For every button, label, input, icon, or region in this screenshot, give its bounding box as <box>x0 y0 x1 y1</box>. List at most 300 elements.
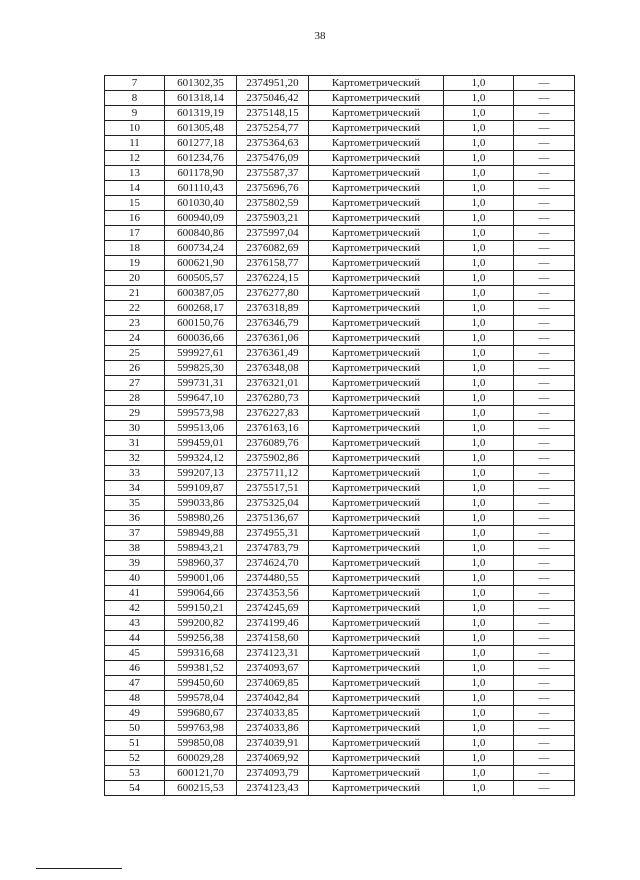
method-cell: Картометрический <box>309 76 444 91</box>
table-row <box>105 256 575 271</box>
note-cell: — <box>514 721 575 736</box>
method-cell: Картометрический <box>309 451 444 466</box>
accuracy-cell: 1,0 <box>444 241 514 256</box>
y-coordinate-cell: 2375997,04 <box>237 226 309 241</box>
point-number-cell: 17 <box>105 226 165 241</box>
point-number-cell: 12 <box>105 151 165 166</box>
note-cell: — <box>514 151 575 166</box>
point-number-cell: 34 <box>105 481 165 496</box>
accuracy-cell: 1,0 <box>444 571 514 586</box>
y-coordinate-cell: 2376346,79 <box>237 316 309 331</box>
accuracy-cell: 1,0 <box>444 631 514 646</box>
note-cell: — <box>514 136 575 151</box>
y-coordinate-cell: 2374480,55 <box>237 571 309 586</box>
y-coordinate-cell: 2375136,67 <box>237 511 309 526</box>
x-coordinate-cell: 599825,30 <box>165 361 237 376</box>
point-number-cell: 11 <box>105 136 165 151</box>
y-coordinate-cell: 2376280,73 <box>237 391 309 406</box>
table-row <box>105 466 575 481</box>
method-cell: Картометрический <box>309 181 444 196</box>
accuracy-cell: 1,0 <box>444 736 514 751</box>
accuracy-cell: 1,0 <box>444 466 514 481</box>
method-cell: Картометрический <box>309 151 444 166</box>
y-coordinate-cell: 2374039,91 <box>237 736 309 751</box>
accuracy-cell: 1,0 <box>444 346 514 361</box>
y-coordinate-cell: 2374245,69 <box>237 601 309 616</box>
note-cell: — <box>514 91 575 106</box>
note-cell: — <box>514 616 575 631</box>
page-number: 38 <box>314 30 326 42</box>
note-cell: — <box>514 631 575 646</box>
x-coordinate-cell: 601030,40 <box>165 196 237 211</box>
table-row <box>105 226 575 241</box>
y-coordinate-cell: 2374955,31 <box>237 526 309 541</box>
point-number-cell: 53 <box>105 766 165 781</box>
table-row <box>105 706 575 721</box>
method-cell: Картометрический <box>309 376 444 391</box>
method-cell: Картометрический <box>309 481 444 496</box>
x-coordinate-cell: 600150,76 <box>165 316 237 331</box>
y-coordinate-cell: 2376089,76 <box>237 436 309 451</box>
x-coordinate-cell: 599200,82 <box>165 616 237 631</box>
accuracy-cell: 1,0 <box>444 376 514 391</box>
note-cell: — <box>514 526 575 541</box>
note-cell: — <box>514 241 575 256</box>
method-cell: Картометрический <box>309 226 444 241</box>
table-row <box>105 301 575 316</box>
table-row <box>105 541 575 556</box>
y-coordinate-cell: 2374158,60 <box>237 631 309 646</box>
accuracy-cell: 1,0 <box>444 556 514 571</box>
x-coordinate-cell: 599459,01 <box>165 436 237 451</box>
note-cell: — <box>514 496 575 511</box>
accuracy-cell: 1,0 <box>444 691 514 706</box>
point-number-cell: 42 <box>105 601 165 616</box>
accuracy-cell: 1,0 <box>444 406 514 421</box>
accuracy-cell: 1,0 <box>444 601 514 616</box>
method-cell: Картометрический <box>309 691 444 706</box>
point-number-cell: 25 <box>105 346 165 361</box>
y-coordinate-cell: 2375364,63 <box>237 136 309 151</box>
note-cell: — <box>514 196 575 211</box>
x-coordinate-cell: 599381,52 <box>165 661 237 676</box>
method-cell: Картометрический <box>309 316 444 331</box>
point-number-cell: 49 <box>105 706 165 721</box>
table-row <box>105 196 575 211</box>
method-cell: Картометрический <box>309 556 444 571</box>
method-cell: Картометрический <box>309 361 444 376</box>
method-cell: Картометрический <box>309 601 444 616</box>
note-cell: — <box>514 751 575 766</box>
point-number-cell: 32 <box>105 451 165 466</box>
x-coordinate-cell: 599033,86 <box>165 496 237 511</box>
note-cell: — <box>514 106 575 121</box>
y-coordinate-cell: 2376361,49 <box>237 346 309 361</box>
x-coordinate-cell: 600387,05 <box>165 286 237 301</box>
point-number-cell: 24 <box>105 331 165 346</box>
method-cell: Картометрический <box>309 106 444 121</box>
x-coordinate-cell: 601277,18 <box>165 136 237 151</box>
point-number-cell: 10 <box>105 121 165 136</box>
accuracy-cell: 1,0 <box>444 76 514 91</box>
note-cell: — <box>514 211 575 226</box>
accuracy-cell: 1,0 <box>444 751 514 766</box>
accuracy-cell: 1,0 <box>444 766 514 781</box>
method-cell: Картометрический <box>309 661 444 676</box>
method-cell: Картометрический <box>309 436 444 451</box>
note-cell: — <box>514 166 575 181</box>
y-coordinate-cell: 2375517,51 <box>237 481 309 496</box>
point-number-cell: 31 <box>105 436 165 451</box>
point-number-cell: 23 <box>105 316 165 331</box>
accuracy-cell: 1,0 <box>444 481 514 496</box>
note-cell: — <box>514 421 575 436</box>
point-number-cell: 28 <box>105 391 165 406</box>
accuracy-cell: 1,0 <box>444 91 514 106</box>
point-number-cell: 15 <box>105 196 165 211</box>
coordinates-table <box>104 75 575 796</box>
note-cell: — <box>514 481 575 496</box>
table-row <box>105 241 575 256</box>
table-row <box>105 376 575 391</box>
method-cell: Картометрический <box>309 571 444 586</box>
x-coordinate-cell: 599578,04 <box>165 691 237 706</box>
note-cell: — <box>514 571 575 586</box>
table-row <box>105 331 575 346</box>
note-cell: — <box>514 676 575 691</box>
method-cell: Картометрический <box>309 631 444 646</box>
x-coordinate-cell: 599450,60 <box>165 676 237 691</box>
accuracy-cell: 1,0 <box>444 451 514 466</box>
x-coordinate-cell: 600734,24 <box>165 241 237 256</box>
point-number-cell: 13 <box>105 166 165 181</box>
x-coordinate-cell: 600940,09 <box>165 211 237 226</box>
method-cell: Картометрический <box>309 136 444 151</box>
x-coordinate-cell: 601319,19 <box>165 106 237 121</box>
accuracy-cell: 1,0 <box>444 706 514 721</box>
point-number-cell: 45 <box>105 646 165 661</box>
x-coordinate-cell: 599731,31 <box>165 376 237 391</box>
y-coordinate-cell: 2375711,12 <box>237 466 309 481</box>
coordinates-table-body <box>105 76 575 796</box>
accuracy-cell: 1,0 <box>444 526 514 541</box>
x-coordinate-cell: 599647,10 <box>165 391 237 406</box>
y-coordinate-cell: 2375254,77 <box>237 121 309 136</box>
table-row <box>105 511 575 526</box>
method-cell: Картометрический <box>309 466 444 481</box>
accuracy-cell: 1,0 <box>444 301 514 316</box>
point-number-cell: 20 <box>105 271 165 286</box>
note-cell: — <box>514 661 575 676</box>
x-coordinate-cell: 599324,12 <box>165 451 237 466</box>
footnote-rule <box>36 868 122 869</box>
x-coordinate-cell: 599573,98 <box>165 406 237 421</box>
point-number-cell: 22 <box>105 301 165 316</box>
note-cell: — <box>514 76 575 91</box>
note-cell: — <box>514 271 575 286</box>
y-coordinate-cell: 2375696,76 <box>237 181 309 196</box>
table-row <box>105 181 575 196</box>
table-row <box>105 406 575 421</box>
table-row <box>105 451 575 466</box>
accuracy-cell: 1,0 <box>444 196 514 211</box>
table-row <box>105 751 575 766</box>
y-coordinate-cell: 2376158,77 <box>237 256 309 271</box>
point-number-cell: 9 <box>105 106 165 121</box>
point-number-cell: 8 <box>105 91 165 106</box>
method-cell: Картометрический <box>309 736 444 751</box>
y-coordinate-cell: 2374123,43 <box>237 781 309 796</box>
note-cell: — <box>514 766 575 781</box>
method-cell: Картометрический <box>309 706 444 721</box>
point-number-cell: 21 <box>105 286 165 301</box>
note-cell: — <box>514 226 575 241</box>
point-number-cell: 35 <box>105 496 165 511</box>
y-coordinate-cell: 2376348,08 <box>237 361 309 376</box>
y-coordinate-cell: 2374069,92 <box>237 751 309 766</box>
table-row <box>105 631 575 646</box>
table-row <box>105 106 575 121</box>
point-number-cell: 18 <box>105 241 165 256</box>
x-coordinate-cell: 600268,17 <box>165 301 237 316</box>
table-row <box>105 676 575 691</box>
method-cell: Картометрический <box>309 676 444 691</box>
x-coordinate-cell: 600621,90 <box>165 256 237 271</box>
point-number-cell: 41 <box>105 586 165 601</box>
point-number-cell: 33 <box>105 466 165 481</box>
table-row <box>105 481 575 496</box>
note-cell: — <box>514 781 575 796</box>
note-cell: — <box>514 406 575 421</box>
note-cell: — <box>514 736 575 751</box>
note-cell: — <box>514 286 575 301</box>
x-coordinate-cell: 598980,26 <box>165 511 237 526</box>
x-coordinate-cell: 600505,57 <box>165 271 237 286</box>
accuracy-cell: 1,0 <box>444 106 514 121</box>
point-number-cell: 27 <box>105 376 165 391</box>
method-cell: Картометрический <box>309 421 444 436</box>
accuracy-cell: 1,0 <box>444 256 514 271</box>
point-number-cell: 43 <box>105 616 165 631</box>
note-cell: — <box>514 181 575 196</box>
table-row <box>105 211 575 226</box>
x-coordinate-cell: 601318,14 <box>165 91 237 106</box>
y-coordinate-cell: 2374199,46 <box>237 616 309 631</box>
method-cell: Картометрический <box>309 721 444 736</box>
accuracy-cell: 1,0 <box>444 496 514 511</box>
point-number-cell: 48 <box>105 691 165 706</box>
point-number-cell: 29 <box>105 406 165 421</box>
method-cell: Картометрический <box>309 646 444 661</box>
method-cell: Картометрический <box>309 511 444 526</box>
note-cell: — <box>514 511 575 526</box>
method-cell: Картометрический <box>309 766 444 781</box>
point-number-cell: 39 <box>105 556 165 571</box>
y-coordinate-cell: 2376227,83 <box>237 406 309 421</box>
accuracy-cell: 1,0 <box>444 616 514 631</box>
y-coordinate-cell: 2375148,15 <box>237 106 309 121</box>
method-cell: Картометрический <box>309 406 444 421</box>
table-row <box>105 586 575 601</box>
note-cell: — <box>514 646 575 661</box>
table-row <box>105 121 575 136</box>
point-number-cell: 14 <box>105 181 165 196</box>
table-row <box>105 436 575 451</box>
accuracy-cell: 1,0 <box>444 286 514 301</box>
x-coordinate-cell: 601234,76 <box>165 151 237 166</box>
table-row <box>105 421 575 436</box>
method-cell: Картометрический <box>309 751 444 766</box>
point-number-cell: 26 <box>105 361 165 376</box>
point-number-cell: 37 <box>105 526 165 541</box>
x-coordinate-cell: 599680,67 <box>165 706 237 721</box>
note-cell: — <box>514 391 575 406</box>
accuracy-cell: 1,0 <box>444 676 514 691</box>
note-cell: — <box>514 451 575 466</box>
y-coordinate-cell: 2374069,85 <box>237 676 309 691</box>
note-cell: — <box>514 376 575 391</box>
method-cell: Картометрический <box>309 241 444 256</box>
note-cell: — <box>514 256 575 271</box>
x-coordinate-cell: 599256,38 <box>165 631 237 646</box>
y-coordinate-cell: 2374033,86 <box>237 721 309 736</box>
y-coordinate-cell: 2375902,86 <box>237 451 309 466</box>
table-row <box>105 496 575 511</box>
accuracy-cell: 1,0 <box>444 541 514 556</box>
table-row <box>105 616 575 631</box>
x-coordinate-cell: 601178,90 <box>165 166 237 181</box>
y-coordinate-cell: 2376277,80 <box>237 286 309 301</box>
table-row <box>105 646 575 661</box>
point-number-cell: 46 <box>105 661 165 676</box>
x-coordinate-cell: 599064,66 <box>165 586 237 601</box>
method-cell: Картометрический <box>309 781 444 796</box>
x-coordinate-cell: 598943,21 <box>165 541 237 556</box>
y-coordinate-cell: 2376361,06 <box>237 331 309 346</box>
table-row <box>105 601 575 616</box>
accuracy-cell: 1,0 <box>444 421 514 436</box>
x-coordinate-cell: 599850,08 <box>165 736 237 751</box>
method-cell: Картометрический <box>309 541 444 556</box>
x-coordinate-cell: 599927,61 <box>165 346 237 361</box>
point-number-cell: 47 <box>105 676 165 691</box>
accuracy-cell: 1,0 <box>444 316 514 331</box>
accuracy-cell: 1,0 <box>444 661 514 676</box>
point-number-cell: 36 <box>105 511 165 526</box>
table-row <box>105 736 575 751</box>
accuracy-cell: 1,0 <box>444 436 514 451</box>
note-cell: — <box>514 436 575 451</box>
table-row <box>105 271 575 286</box>
note-cell: — <box>514 466 575 481</box>
table-row <box>105 721 575 736</box>
method-cell: Картометрический <box>309 301 444 316</box>
note-cell: — <box>514 331 575 346</box>
y-coordinate-cell: 2374951,20 <box>237 76 309 91</box>
accuracy-cell: 1,0 <box>444 211 514 226</box>
note-cell: — <box>514 346 575 361</box>
point-number-cell: 7 <box>105 76 165 91</box>
accuracy-cell: 1,0 <box>444 391 514 406</box>
x-coordinate-cell: 599316,68 <box>165 646 237 661</box>
y-coordinate-cell: 2375903,21 <box>237 211 309 226</box>
x-coordinate-cell: 599513,06 <box>165 421 237 436</box>
y-coordinate-cell: 2374093,79 <box>237 766 309 781</box>
method-cell: Картометрический <box>309 121 444 136</box>
accuracy-cell: 1,0 <box>444 721 514 736</box>
method-cell: Картометрический <box>309 166 444 181</box>
note-cell: — <box>514 691 575 706</box>
accuracy-cell: 1,0 <box>444 646 514 661</box>
point-number-cell: 51 <box>105 736 165 751</box>
y-coordinate-cell: 2375325,04 <box>237 496 309 511</box>
accuracy-cell: 1,0 <box>444 781 514 796</box>
x-coordinate-cell: 599109,87 <box>165 481 237 496</box>
x-coordinate-cell: 600121,70 <box>165 766 237 781</box>
y-coordinate-cell: 2376082,69 <box>237 241 309 256</box>
point-number-cell: 40 <box>105 571 165 586</box>
x-coordinate-cell: 599001,06 <box>165 571 237 586</box>
table-row <box>105 346 575 361</box>
method-cell: Картометрический <box>309 256 444 271</box>
x-coordinate-cell: 600036,66 <box>165 331 237 346</box>
y-coordinate-cell: 2375802,59 <box>237 196 309 211</box>
accuracy-cell: 1,0 <box>444 361 514 376</box>
method-cell: Картометрический <box>309 496 444 511</box>
x-coordinate-cell: 600029,28 <box>165 751 237 766</box>
point-number-cell: 16 <box>105 211 165 226</box>
note-cell: — <box>514 541 575 556</box>
table-row <box>105 151 575 166</box>
method-cell: Картометрический <box>309 91 444 106</box>
table-row <box>105 781 575 796</box>
y-coordinate-cell: 2376321,01 <box>237 376 309 391</box>
method-cell: Картометрический <box>309 271 444 286</box>
y-coordinate-cell: 2376318,89 <box>237 301 309 316</box>
note-cell: — <box>514 556 575 571</box>
x-coordinate-cell: 598960,37 <box>165 556 237 571</box>
x-coordinate-cell: 601110,43 <box>165 181 237 196</box>
note-cell: — <box>514 121 575 136</box>
table-row <box>105 91 575 106</box>
x-coordinate-cell: 598949,88 <box>165 526 237 541</box>
accuracy-cell: 1,0 <box>444 226 514 241</box>
x-coordinate-cell: 601302,35 <box>165 76 237 91</box>
table-row <box>105 766 575 781</box>
point-number-cell: 52 <box>105 751 165 766</box>
y-coordinate-cell: 2374042,84 <box>237 691 309 706</box>
x-coordinate-cell: 599763,98 <box>165 721 237 736</box>
note-cell: — <box>514 706 575 721</box>
accuracy-cell: 1,0 <box>444 331 514 346</box>
accuracy-cell: 1,0 <box>444 271 514 286</box>
table-row <box>105 76 575 91</box>
table-row <box>105 556 575 571</box>
x-coordinate-cell: 601305,48 <box>165 121 237 136</box>
x-coordinate-cell: 600215,53 <box>165 781 237 796</box>
method-cell: Картометрический <box>309 391 444 406</box>
table-row <box>105 571 575 586</box>
accuracy-cell: 1,0 <box>444 121 514 136</box>
y-coordinate-cell: 2374353,56 <box>237 586 309 601</box>
y-coordinate-cell: 2374093,67 <box>237 661 309 676</box>
method-cell: Картометрический <box>309 286 444 301</box>
table-row <box>105 361 575 376</box>
table-row <box>105 526 575 541</box>
table-row <box>105 136 575 151</box>
method-cell: Картометрический <box>309 616 444 631</box>
accuracy-cell: 1,0 <box>444 511 514 526</box>
